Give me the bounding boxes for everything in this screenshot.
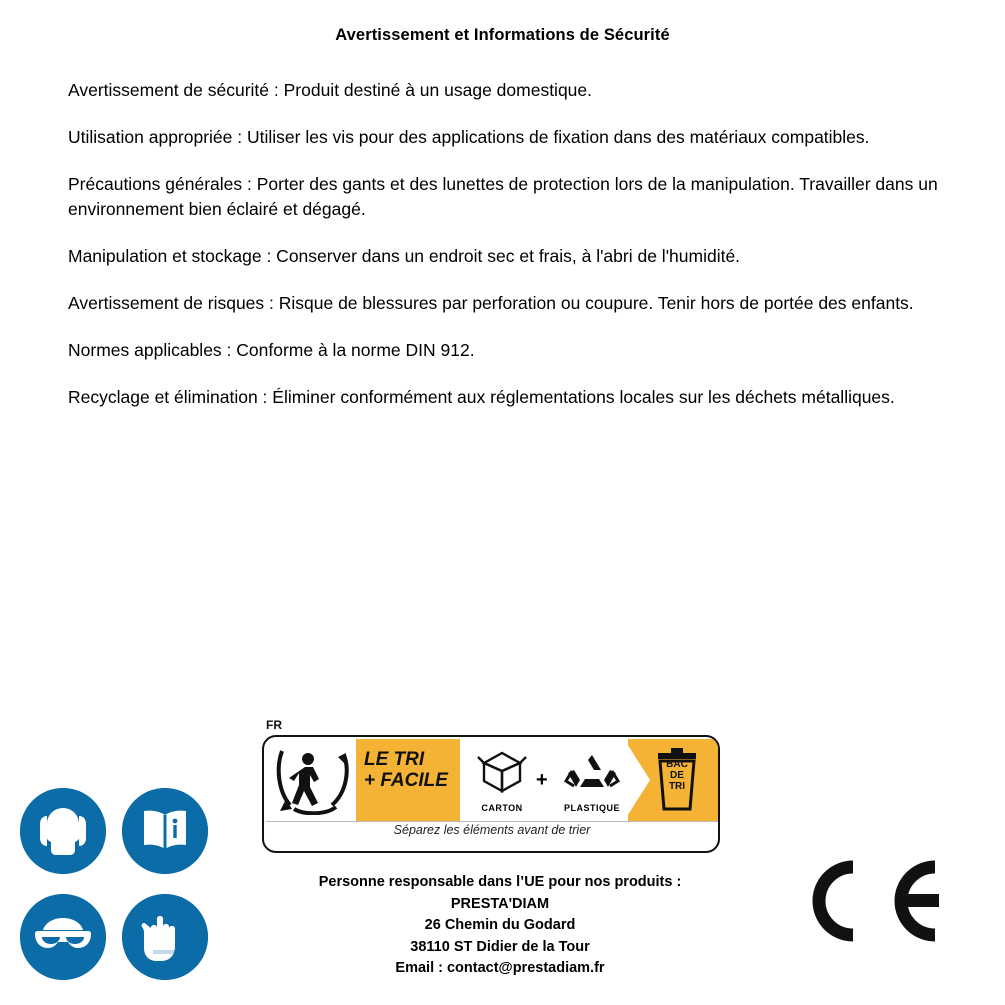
- paragraph-proper-use: Utilisation appropriée : Utiliser les vis pour des applications de fixation dans des matériaux compatibles.: [68, 127, 870, 147]
- triman-language-tag: FR: [266, 718, 282, 732]
- recycle-loop-icon: [554, 747, 630, 797]
- eye-protection-icon: [20, 894, 106, 980]
- triman-plastique-caption: PLASTIQUE: [563, 803, 620, 813]
- carton-box-icon: [464, 747, 540, 797]
- paragraph-general-precautions: Précautions générales : Porter des gants et des lunettes de protection lors de la manipulation. Travailler dans un environnement bien éclairé et dégagé.: [68, 174, 938, 219]
- responsible-person-suffix: pour nos produits :: [544, 874, 682, 890]
- triman-bin-line2: DE: [670, 770, 684, 781]
- triman-headline: [364, 749, 456, 791]
- paragraph-recycling-disposal: Recyclage et élimination : Éliminer conformément aux réglementations locales sur les déchets métalliques.: [68, 387, 895, 407]
- triman-bin-text: [655, 759, 699, 792]
- company-email: Email : contact@prestadiam.fr: [395, 960, 605, 976]
- triman-item-plastique: [554, 747, 630, 813]
- company-city: 38110 ST Didier de la Tour: [410, 938, 590, 955]
- responsible-person-heading: [180, 872, 820, 894]
- document-body: [68, 78, 976, 432]
- ce-mark-icon: [795, 855, 945, 947]
- triman-recycling-label: [262, 718, 722, 855]
- ear-protection-icon: [20, 788, 106, 874]
- responsible-person-block: [180, 872, 820, 980]
- responsible-person-prefix: Personne responsable dans l’: [318, 874, 525, 890]
- triman-bin-line1: BAC: [666, 759, 688, 770]
- company-name: PRESTA'DIAM: [450, 895, 550, 912]
- triman-label-box: [262, 735, 720, 853]
- triman-footer-text: Séparez les éléments avant de trier: [393, 823, 591, 837]
- triman-figure-icon: [274, 745, 352, 815]
- triman-bin-line3: TRI: [668, 781, 686, 792]
- triman-divider: [266, 821, 720, 822]
- triman-headline-line2: + FACILE: [364, 770, 448, 791]
- responsible-person-eu: UE: [524, 874, 545, 890]
- paragraph-risk-warning: Avertissement de risques : Risque de blessures par perforation ou coupure. Tenir hors de portée des enfants.: [68, 293, 914, 313]
- paragraph-handling-storage: Manipulation et stockage : Conserver dans un endroit sec et frais, à l'abri de l'humidité.: [68, 246, 741, 266]
- triman-carton-caption: CARTON: [481, 803, 523, 813]
- read-instructions-icon: [122, 788, 208, 874]
- company-street: 26 Chemin du Godard: [424, 917, 576, 933]
- triman-item-carton: [464, 747, 540, 813]
- paragraph-applicable-standards: Normes applicables : Conforme à la norme DIN 912.: [68, 340, 475, 360]
- triman-headline-line1: LE TRI: [364, 749, 425, 770]
- triman-separator: +: [536, 769, 548, 791]
- page-title: Avertissement et Informations de Sécurité: [335, 26, 670, 44]
- paragraph-safety-warning: Avertissement de sécurité : Produit destiné à un usage domestique.: [68, 80, 593, 100]
